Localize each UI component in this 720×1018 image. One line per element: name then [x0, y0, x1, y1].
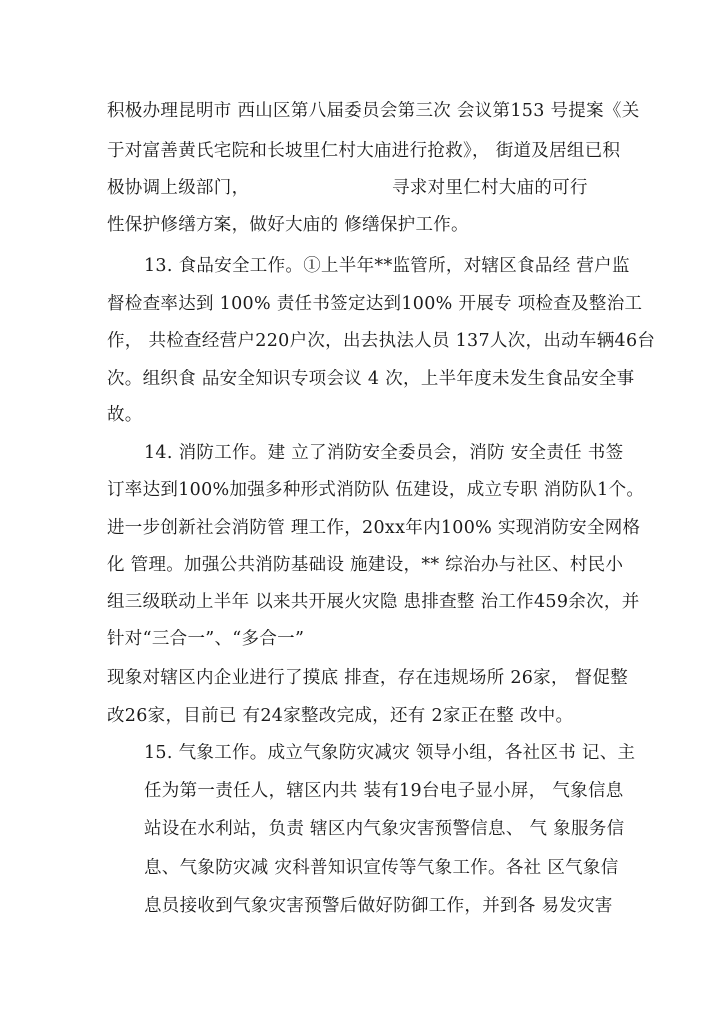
text-line: 次。组织食 品安全知识专项会议 4 次，上半年度未发生食品安全事 — [107, 369, 635, 389]
text-line: 作， 共检查经营户220户次，出去执法人员 137人次，出动车辆46台 — [107, 331, 656, 351]
text-line: 积极办理昆明市 西山区第八届委员会第三次 会议第153 号提案《关 — [107, 101, 640, 121]
text-line: 现象对辖区内企业进行了摸底 排查，存在违规场所 26家， 督促整 — [107, 668, 629, 688]
text-line: 任为第一责任人，辖区内共 装有19台电子显小屏， 气象信息 — [144, 781, 624, 801]
text-line: 15. 气象工作。成立气象防灾减灾 领导小组，各社区书 记、主 — [144, 743, 636, 763]
text-line: 进一步创新社会消防管 理工作，20xx年内100% 实现消防安全网格 — [107, 518, 641, 538]
text-line: 故。 — [107, 405, 143, 425]
text-line: 改26家，目前已 有24家整改完成，还有 2家正在整 改中。 — [107, 706, 574, 726]
text-line: 化 管理。加强公共消防基础设 施建设，** 综治办与社区、村民小 — [107, 555, 624, 575]
text-line: 极协调上级部门， — [107, 178, 250, 198]
text-line: 针对“三合一”、“多合一” — [107, 629, 305, 649]
text-line: 订率达到100%加强多种形式消防队 伍建设，成立专职 消防队1个。 — [107, 480, 645, 500]
text-line: 14. 消防工作。建 立了消防安全委员会，消防 安全责任 书签 — [144, 443, 624, 463]
text-line: 性保护修缮方案，做好大庙的 修缮保护工作。 — [107, 215, 469, 235]
text-line: 于对富善黄氏宅院和长坡里仁村大庙进行抢救》， 街道及居组已积 — [107, 141, 621, 161]
text-line: 息、气象防灾减 灾科普知识宣传等气象工作。各社 区气象信 — [144, 858, 619, 878]
text-line: 站设在水利站，负责 辖区内气象灾害预警信息、 气 象服务信 — [144, 819, 625, 839]
text-line: 息员接收到气象灾害预警后做好防御工作，并到各 易发灾害 — [144, 896, 613, 916]
text-line: 督检查率达到 100% 责任书签定达到100% 开展专 项检查及整治工 — [107, 294, 643, 314]
text-line: 13. 食品安全工作。①上半年**监管所，对辖区食品经 营户监 — [144, 256, 630, 276]
text-line: 组三级联动上半年 以来共开展火灾隐 患排查整 治工作459余次，并 — [107, 592, 640, 612]
text-line: 寻求对里仁村大庙的可行 — [392, 178, 588, 198]
